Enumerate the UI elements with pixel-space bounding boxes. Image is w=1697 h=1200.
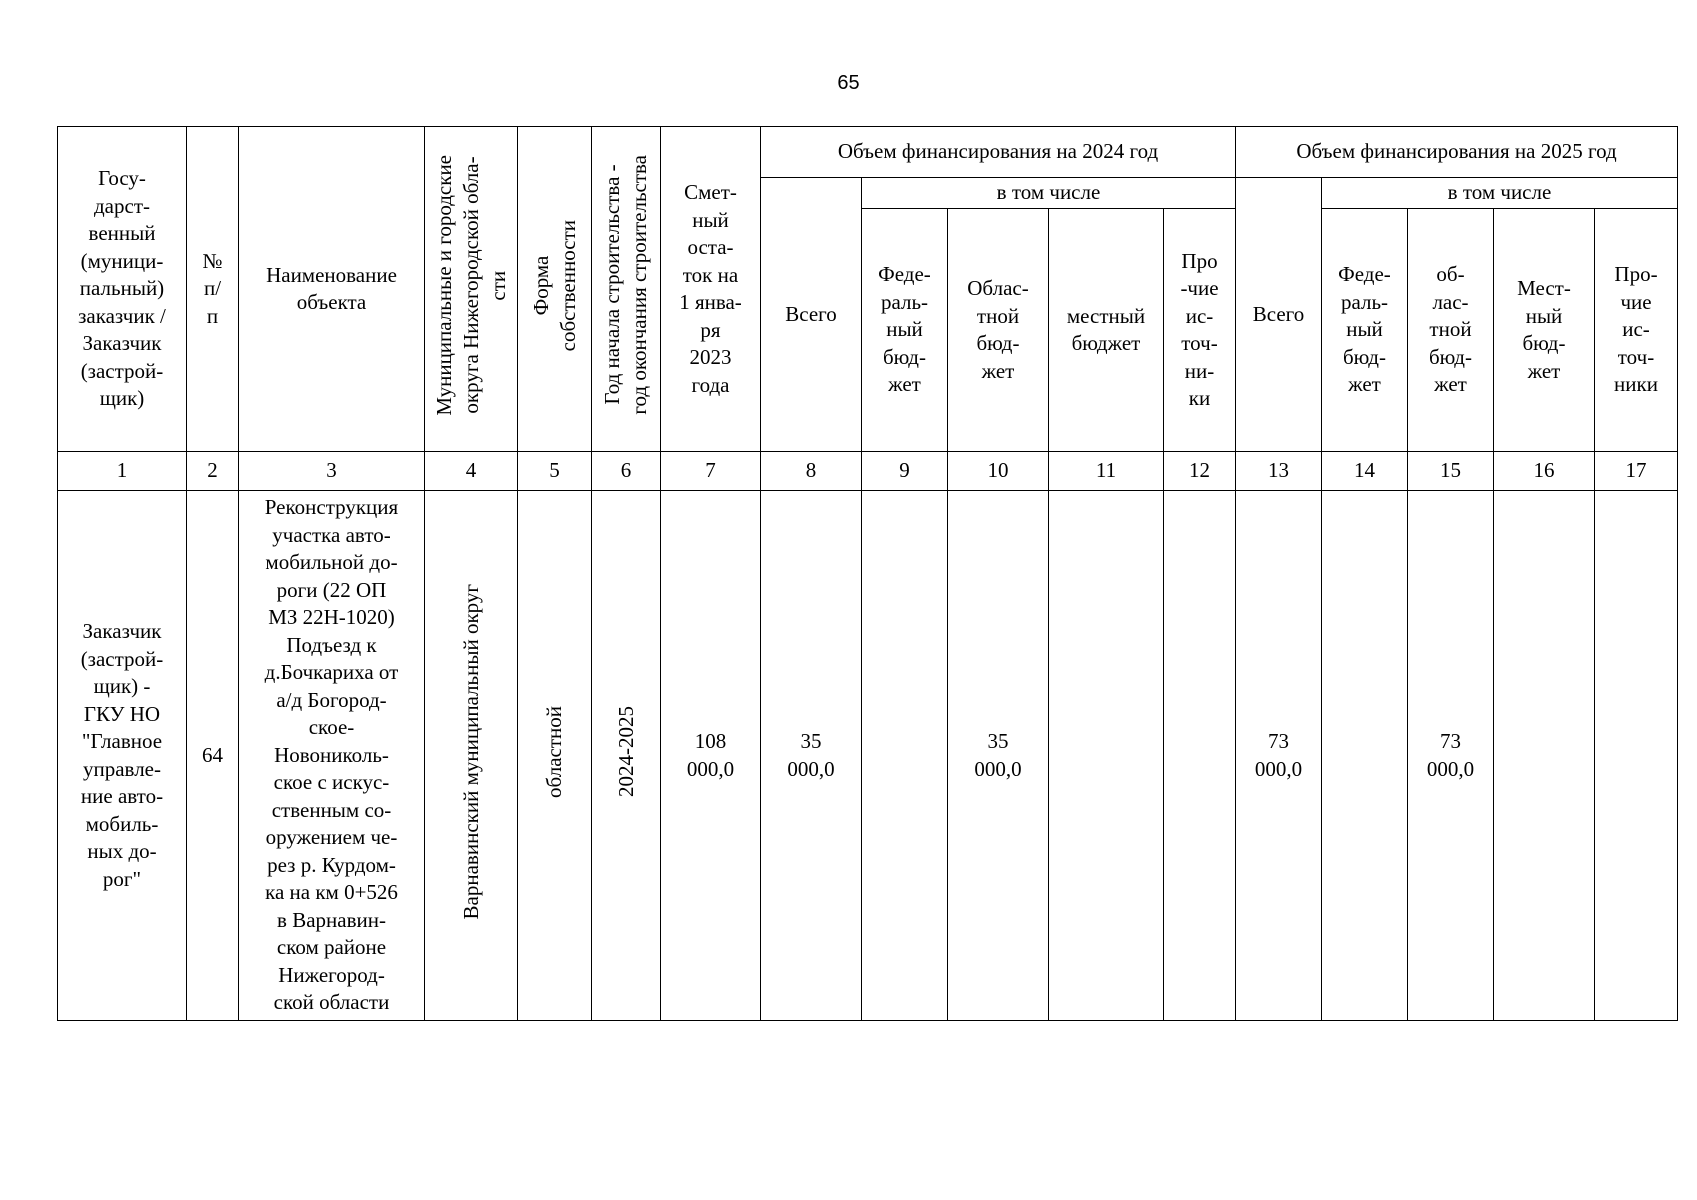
cell-regional-2025: 73 000,0 xyxy=(1408,491,1494,1021)
header-funding-2024: Объем финансирования на 2024 год xyxy=(761,127,1236,178)
header-regional-2025: об- лас- тной бюд- жет xyxy=(1408,209,1494,452)
header-estimated-balance: Смет- ный оста- ток на 1 янва- ря 2023 года xyxy=(661,127,761,452)
column-number: 1 xyxy=(58,452,187,491)
column-number: 11 xyxy=(1049,452,1164,491)
header-total-2025: Всего xyxy=(1236,178,1322,452)
cell-total-2024: 35 000,0 xyxy=(761,491,862,1021)
header-including-2024: в том числе xyxy=(862,178,1236,209)
column-number: 5 xyxy=(518,452,592,491)
column-number: 4 xyxy=(425,452,518,491)
header-total-2024: Всего xyxy=(761,178,862,452)
header-municipality: Муниципальные и городские округа Нижегородской обла- сти xyxy=(425,127,518,452)
cell-object-name: Реконструкция участка авто- мобильной до- роги (22 ОП МЗ 22Н-1020) Подъезд к д.Бочкариха от а/д Богород- ское- Новониколь- ское с искус- ственным со- оружением че- рез р. Курдом- ка на км 0+526 в Варнавин- ском районе Нижегород- ской области xyxy=(239,491,425,1021)
header-object-name: Наименование объекта xyxy=(239,127,425,452)
cell-years: 2024-2025 xyxy=(592,491,661,1021)
column-numbers-row xyxy=(58,452,1678,491)
column-number: 13 xyxy=(1236,452,1322,491)
header-other-2025: Про- чие ис- точ- ники xyxy=(1595,209,1678,452)
cell-local-2024 xyxy=(1049,491,1164,1021)
cell-federal-2025 xyxy=(1322,491,1408,1021)
header-ownership: Форма собственности xyxy=(518,127,592,452)
column-number: 16 xyxy=(1494,452,1595,491)
cell-municipality: Варнавинский муниципальный округ xyxy=(425,491,518,1021)
column-number: 17 xyxy=(1595,452,1678,491)
construction-funding-table xyxy=(57,126,1678,1021)
cell-customer: Заказчик (застрой- щик) - ГКУ НО "Главное управле- ние авто- мобиль- ных до- рог" xyxy=(58,491,187,1021)
column-number: 6 xyxy=(592,452,661,491)
column-number: 14 xyxy=(1322,452,1408,491)
cell-regional-2024: 35 000,0 xyxy=(948,491,1049,1021)
header-local-2024: местный бюджет xyxy=(1049,209,1164,452)
header-federal-2025: Феде- раль- ный бюд- жет xyxy=(1322,209,1408,452)
cell-total-2025: 73 000,0 xyxy=(1236,491,1322,1021)
column-number: 2 xyxy=(187,452,239,491)
column-number: 3 xyxy=(239,452,425,491)
cell-other-2024 xyxy=(1164,491,1236,1021)
column-number: 10 xyxy=(948,452,1049,491)
column-number: 15 xyxy=(1408,452,1494,491)
table-row xyxy=(58,491,1678,1021)
cell-ownership: областной xyxy=(518,491,592,1021)
header-row-number: № п/ п xyxy=(187,127,239,452)
column-number: 12 xyxy=(1164,452,1236,491)
cell-federal-2024 xyxy=(862,491,948,1021)
header-federal-2024: Феде- раль- ный бюд- жет xyxy=(862,209,948,452)
cell-local-2025 xyxy=(1494,491,1595,1021)
cell-other-2025 xyxy=(1595,491,1678,1021)
page-number: 65 xyxy=(837,72,860,94)
header-including-2025: в том числе xyxy=(1322,178,1678,209)
column-number: 8 xyxy=(761,452,862,491)
header-years: Год начала строительства - год окончания строительства xyxy=(592,127,661,452)
cell-estimated-balance: 108 000,0 xyxy=(661,491,761,1021)
column-number: 7 xyxy=(661,452,761,491)
header-funding-2025: Объем финансирования на 2025 год xyxy=(1236,127,1678,178)
header-other-2024: Про -чие ис- точ- ни- ки xyxy=(1164,209,1236,452)
cell-number: 64 xyxy=(187,491,239,1021)
header-regional-2024: Облас- тной бюд- жет xyxy=(948,209,1049,452)
column-number: 9 xyxy=(862,452,948,491)
header-customer: Госу- дарст- венный (муници- пальный) заказчик / Заказчик (застрой- щик) xyxy=(58,127,187,452)
header-local-2025: Мест- ный бюд- жет xyxy=(1494,209,1595,452)
header-row-top xyxy=(58,127,1678,178)
